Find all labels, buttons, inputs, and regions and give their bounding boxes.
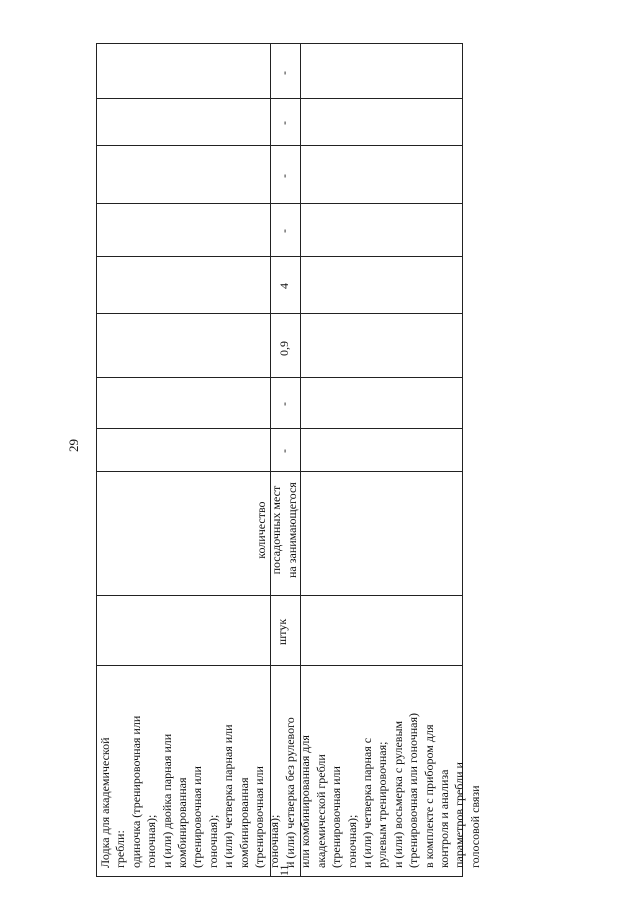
- column-divider: [96, 377, 463, 378]
- page-number: 29: [66, 439, 81, 452]
- item-description: [98, 666, 483, 868]
- calc-unit-cell: [254, 482, 300, 578]
- description-line: гоночная);: [205, 814, 220, 868]
- value-cell: 4: [277, 283, 291, 289]
- description-line: рулевым тренировочная;: [375, 741, 390, 868]
- unit-cell: штук: [275, 618, 289, 645]
- description-line: гоночная);: [344, 814, 359, 868]
- value-cell: -: [277, 71, 291, 75]
- value-cell: -: [277, 174, 291, 178]
- description-line: или комбинированная для: [298, 735, 313, 868]
- description-line: (тренировочная или гоночная): [406, 713, 421, 868]
- description-line: и (или) четверка без рулевого: [282, 717, 297, 868]
- description-line: голосовой связи: [467, 785, 482, 868]
- column-divider: [96, 203, 463, 204]
- value-cell: -: [277, 121, 291, 125]
- column-divider: [96, 145, 463, 146]
- column-divider: [96, 98, 463, 99]
- description-line: и (или) восьмерка с рулевым: [390, 720, 405, 868]
- description-line: и (или) двойка парная или: [159, 733, 174, 868]
- row-index: 11.: [277, 861, 291, 876]
- calc-unit-line: количество: [254, 501, 268, 559]
- value-cell: -: [277, 449, 291, 453]
- description-line: комбинированная: [236, 777, 251, 868]
- description-line: параметров гребли и: [452, 762, 467, 868]
- description-line: (тренировочная или: [252, 766, 267, 868]
- calc-unit-line: на занимающегося: [284, 482, 299, 578]
- description-line: контроля и анализа: [436, 769, 451, 868]
- description-line: в комплекте с прибором для: [421, 724, 436, 868]
- column-divider: [96, 471, 463, 472]
- value-cell: 0,9: [277, 341, 291, 356]
- description-line: гоночная);: [144, 814, 159, 868]
- description-line: (тренировочная или: [190, 766, 205, 868]
- description-line: и (или) четверка парная или: [221, 724, 236, 868]
- description-line: гребли:: [113, 830, 128, 868]
- value-cell: -: [277, 402, 291, 406]
- column-divider: [96, 595, 463, 596]
- description-line: комбинированная: [175, 777, 190, 868]
- description-line: гоночная);: [267, 814, 282, 868]
- description-line: одиночка (тренировочная или: [128, 715, 143, 868]
- calc-unit-line: посадочных мест: [269, 485, 284, 575]
- column-divider: [96, 428, 463, 429]
- description-line: (тренировочная или: [329, 766, 344, 868]
- description-line: и (или) четверка парная с: [359, 737, 374, 868]
- value-cell: -: [277, 229, 291, 233]
- description-line: академической гребли: [313, 754, 328, 868]
- column-divider: [96, 256, 463, 257]
- column-divider: [96, 313, 463, 314]
- description-line: Лодка для академической: [98, 737, 112, 868]
